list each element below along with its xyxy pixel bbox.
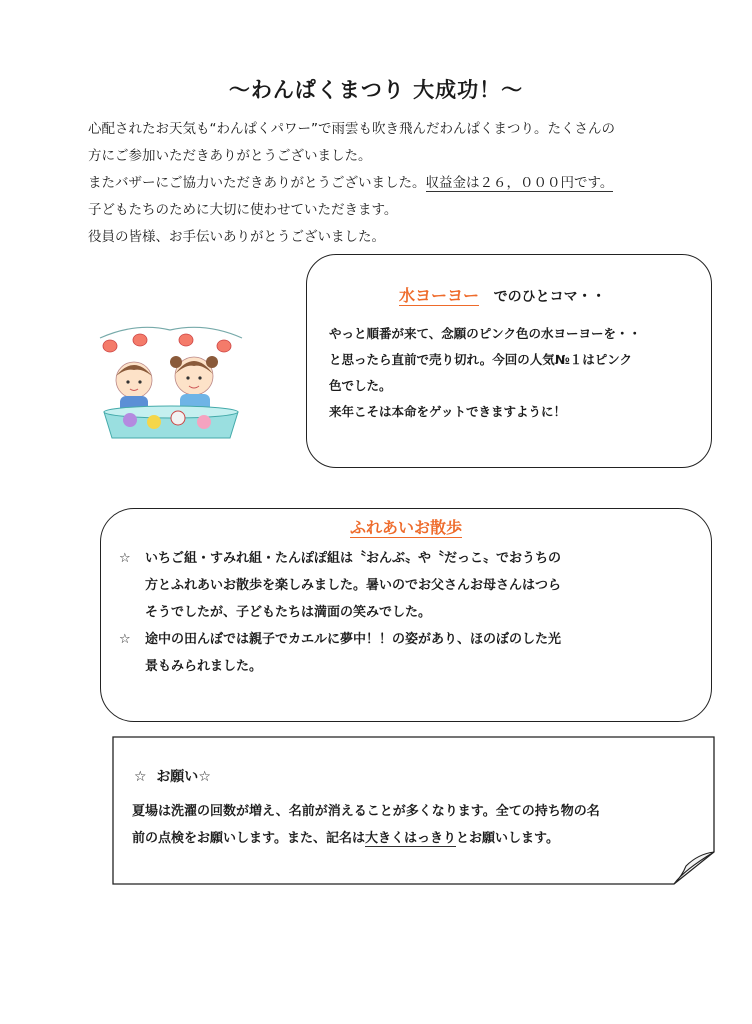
intro-line-1: 心配されたお天気も“わんぱくパワー”で雨雲も吹き飛んだわんぱくまつり。たくさんの — [88, 121, 615, 137]
yoyo-heading-highlight: 水ヨーヨー — [399, 286, 480, 305]
star-icon: ☆ — [119, 632, 131, 647]
walk-title — [101, 515, 711, 538]
walk-item-1 — [119, 545, 699, 626]
request-heading — [134, 766, 211, 786]
yoyo-line: と思ったら直前で売り切れ。今回の人気№１はピンク — [329, 352, 633, 367]
request-line-2 — [132, 825, 712, 852]
yoyo-line: 来年こそは本命をゲットできますように！ — [329, 404, 567, 419]
walk-line: 方とふれあいお散歩を楽しみました。暑いのでお父さんお母さんはつら — [145, 578, 562, 593]
intro-line-3-text: またバザーにご協力いただきありがとうございました。 — [88, 175, 426, 191]
request-emphasis: 大きくはっきり — [364, 831, 456, 846]
yoyo-heading-rest: でのひとコマ・・ — [493, 289, 606, 305]
walk-line: 景もみられました。 — [145, 659, 263, 674]
intro-paragraph — [88, 116, 708, 251]
proceeds-amount: 収益金は２６，０００円です。 — [425, 175, 614, 191]
walk-title-text: ふれあいお散歩 — [349, 518, 462, 537]
request-section-box — [112, 736, 716, 886]
intro-line-4: 子どもたちのために大切に使わせていただきます。 — [88, 202, 398, 218]
request-line-2-pre: 前の点検をお願いします。また、記名は — [132, 831, 365, 846]
walk-item-2 — [119, 626, 699, 680]
page-title: ～わんぱくまつり 大成功！～ — [228, 78, 524, 102]
yoyo-body — [329, 321, 699, 425]
walk-line: 途中の田んぼでは親子でカエルに夢中！！の姿があり、ほのぼのした光 — [145, 632, 562, 647]
request-line-2-post: とお願いします。 — [455, 831, 559, 846]
star-icon: ☆ — [198, 769, 211, 785]
children-water-yoyo-pool-illustration — [96, 318, 246, 444]
yoyo-line: やっと順番が来て、念願のピンク色の水ヨーヨーを・・ — [329, 326, 642, 341]
illustration-svg — [96, 318, 246, 444]
intro-line-5: 役員の皆様、お手伝いありがとうございました。 — [88, 229, 385, 245]
intro-line-3 — [88, 170, 708, 197]
walk-section-box — [100, 508, 712, 722]
star-icon: ☆ — [134, 769, 147, 785]
walk-line: いちご組・すみれ組・たんぽぽ組は〝おんぶ〟や〝だっこ〟でおうちの — [145, 551, 562, 566]
child-girl-icon — [170, 356, 218, 414]
request-line-1: 夏場は洗濯の回数が増え、名前が消えることが多くなります。全ての持ち物の名 — [132, 804, 600, 819]
request-heading-text: お願い — [156, 769, 199, 785]
star-icon: ☆ — [119, 551, 131, 566]
request-body — [132, 798, 712, 852]
walk-body — [119, 545, 699, 680]
yoyo-heading — [399, 283, 606, 306]
yoyo-line: 色でした。 — [329, 378, 392, 393]
yoyo-section-box — [306, 254, 712, 468]
walk-line: そうでしたが、子どもたちは満面の笑みでした。 — [145, 605, 432, 620]
intro-line-2: 方にご参加いただきありがとうございました。 — [88, 148, 372, 164]
lantern-icon — [103, 334, 231, 352]
